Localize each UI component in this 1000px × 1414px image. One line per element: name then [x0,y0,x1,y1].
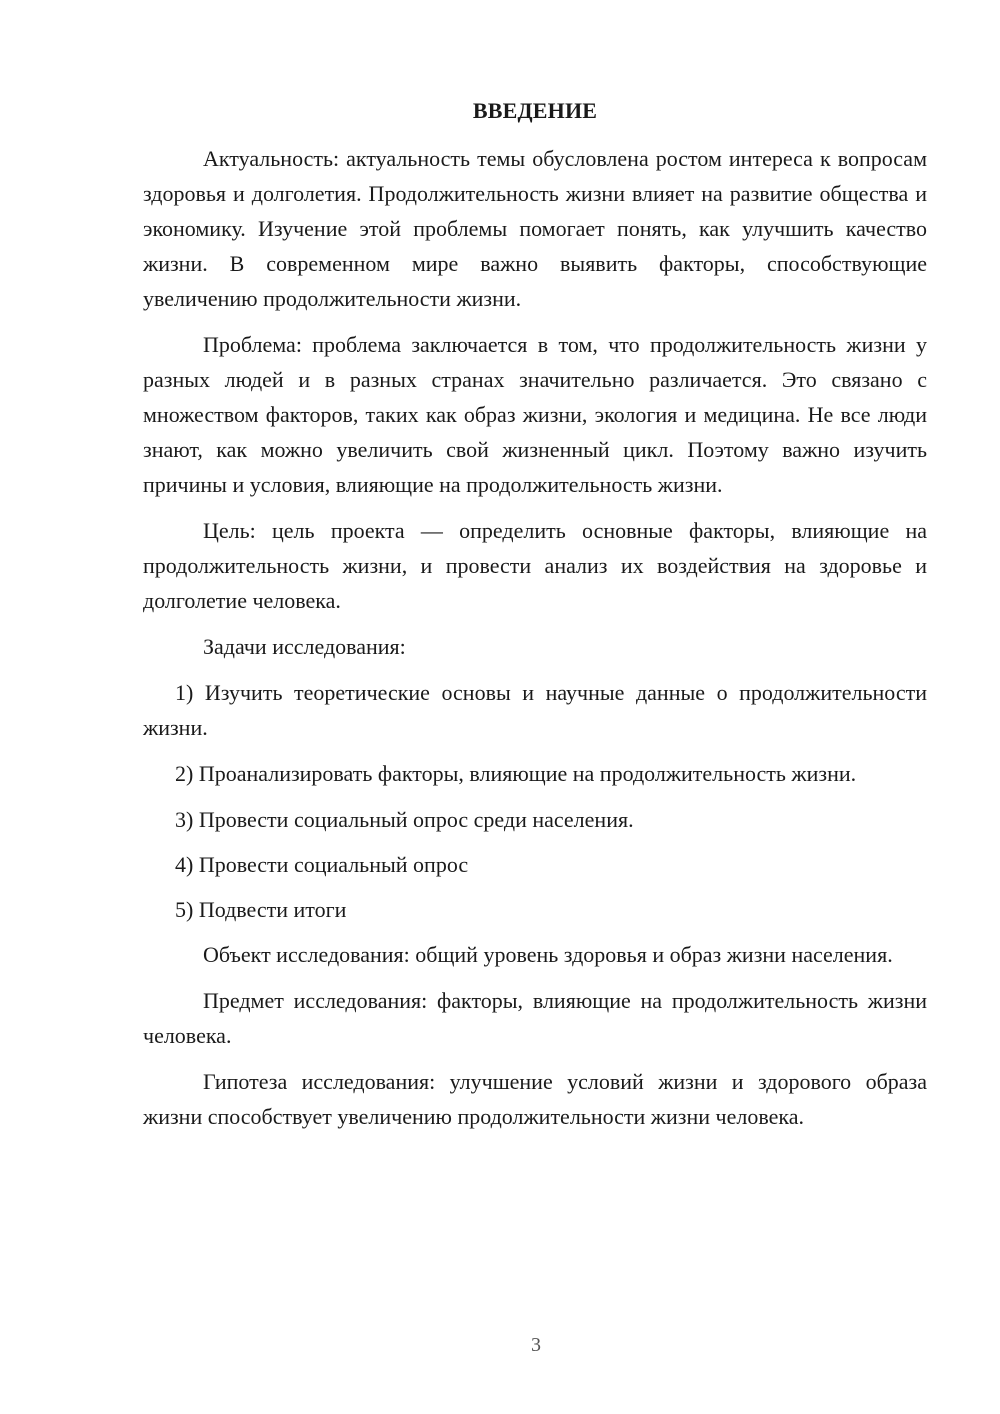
task-item: 4) Провести социальный опрос [175,852,469,877]
task-item: 1) Изучить теоретические основы и научные данные о продолжительности жизни. [143,680,927,740]
subject-paragraph: Предмет исследования: факторы, влияющие на продолжительность жизни человека. [143,988,927,1048]
goal-paragraph: Цель: цель проекта — определить основные факторы, влияющие на продолжительность жизни, и провести анализ их воздействия на здоровье и долголетие человека. [143,518,927,613]
problem-paragraph: Проблема: проблема заключается в том, что продолжительность жизни у разных людей и в разных странах значительно различается. Это связано с множеством факторов, таких как образ жизни, экология и медицина. Не все люди знают, как можно увеличить свой жизненный цикл. Поэтому важно изучить причины и условия, влияющие на продолжительность жизни. [143,332,927,497]
page-content [143,97,927,1145]
object-paragraph: Объект исследования: общий уровень здоровья и образ жизни населения. [203,942,893,967]
page-title: ВВЕДЕНИЕ [472,98,598,123]
tasks-heading: Задачи исследования: [203,634,406,659]
relevance-paragraph: Актуальность: актуальность темы обусловлена ростом интереса к вопросам здоровья и долголетия. Продолжительность жизни влияет на развитие общества и экономику. Изучение этой проблемы помогает понять, как улучшить качество жизни. В современном мире важно выявить факторы, способствующие увеличению продолжительности жизни. [143,146,927,311]
task-item: 2) Проанализировать факторы, влияющие на продолжительность жизни. [175,761,857,786]
hypothesis-paragraph: Гипотеза исследования: улучшение условий жизни и здорового образа жизни способствует увеличению продолжительности жизни человека. [143,1069,927,1129]
page-number: 3 [531,1334,541,1356]
task-item: 5) Подвести итоги [175,897,347,922]
task-item: 3) Провести социальный опрос среди населения. [175,807,634,832]
